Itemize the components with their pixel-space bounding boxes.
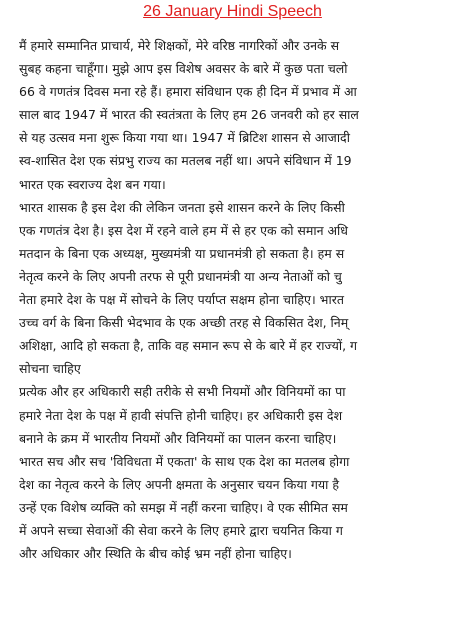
text-line: अशिक्षा, आदि हो सकता है, ताकि वह समान रूप से के बारे में हर राज्यों, ग xyxy=(19,338,358,354)
text-line: प्रत्येक और हर अधिकारी सही तरीके से सभी नियमों और विनियमों का पा xyxy=(19,384,346,400)
speech-body xyxy=(19,34,465,565)
text-line: मतदान के बिना एक अध्यक्ष, मुख्यमंत्री या प्रधानमंत्री हो सकता है। हम स xyxy=(19,245,345,261)
text-line: स्व-शासित देश एक संप्रभु राज्य का मतलब नहीं था। अपने संविधान में 19 xyxy=(19,153,352,169)
page-title: 26 January Hindi Speech xyxy=(143,3,322,20)
text-line: मैं हमारे सम्मानित प्राचार्य, मेरे शिक्षकों, मेरे वरिष्ठ नागरिकों और उनके स xyxy=(19,38,340,53)
text-line: बनाने के क्रम में भारतीय नियमों और विनियमों का पालन करना चाहिए। xyxy=(19,430,337,446)
text-line: नेतृत्व करने के लिए अपनी तरफ से पूरी प्रधानमंत्री या अन्य नेताओं को चु xyxy=(19,268,342,284)
text-line: भारत सच और सच 'विविधता में एकता' के साथ एक देश का मतलब होगा xyxy=(19,453,350,469)
text-line: और अधिकार और स्थिति के बीच कोई भ्रम नहीं होना चाहिए। xyxy=(19,546,292,562)
text-line: साल बाद 1947 में भारत की स्वतंत्रता के लिए हम 26 जनवरी को हर साल xyxy=(19,107,359,123)
text-line: नेता हमारे देश के पक्ष में सोचने के लिए पर्याप्त सक्षम होना चाहिए। भारत xyxy=(19,292,344,308)
text-line: 66 वे गणतंत्र दिवस मना रहे हैं। हमारा संविधान एक ही दिन में प्रभाव में आ xyxy=(19,84,357,100)
text-line: से यह उत्सव मना शुरू किया गया था। 1947 में ब्रिटिश शासन से आजादी xyxy=(19,130,350,146)
text-line: भारत शासक है इस देश की लेकिन जनता इसे शासन करने के लिए किसी xyxy=(19,199,345,215)
text-line: सोचना चाहिए xyxy=(19,361,81,377)
text-line: भारत एक स्वराज्य देश बन गया। xyxy=(19,176,166,192)
text-line: सुबह कहना चाहूँगा। मुझे आप इस विशेष अवसर के बारे में कुछ पता चलो xyxy=(19,61,348,77)
text-line: में अपने सच्चा सेवाओं की सेवा करने के लिए हमारे द्वारा चयनित किया ग xyxy=(19,522,343,538)
text-line: उन्हें एक विशेष व्यक्ति को समझ में नहीं करना चाहिए। वे एक सीमित सम xyxy=(19,499,348,515)
text-line: उच्च वर्ग के बिना किसी भेदभाव के एक अच्छी तरह से विकसित देश, निम् xyxy=(19,315,349,331)
text-line: एक गणतंत्र देश है। इस देश में रहने वाले हम में से हर एक को समान अधि xyxy=(19,222,348,238)
text-line: देश का नेतृत्व करने के लिए अपनी क्षमता के अनुसार चयन किया गया है xyxy=(19,476,339,492)
text-line: हमारे नेता देश के पक्ष में हावी संपत्ति होनी चाहिए। हर अधिकारी इस देश xyxy=(19,407,343,423)
